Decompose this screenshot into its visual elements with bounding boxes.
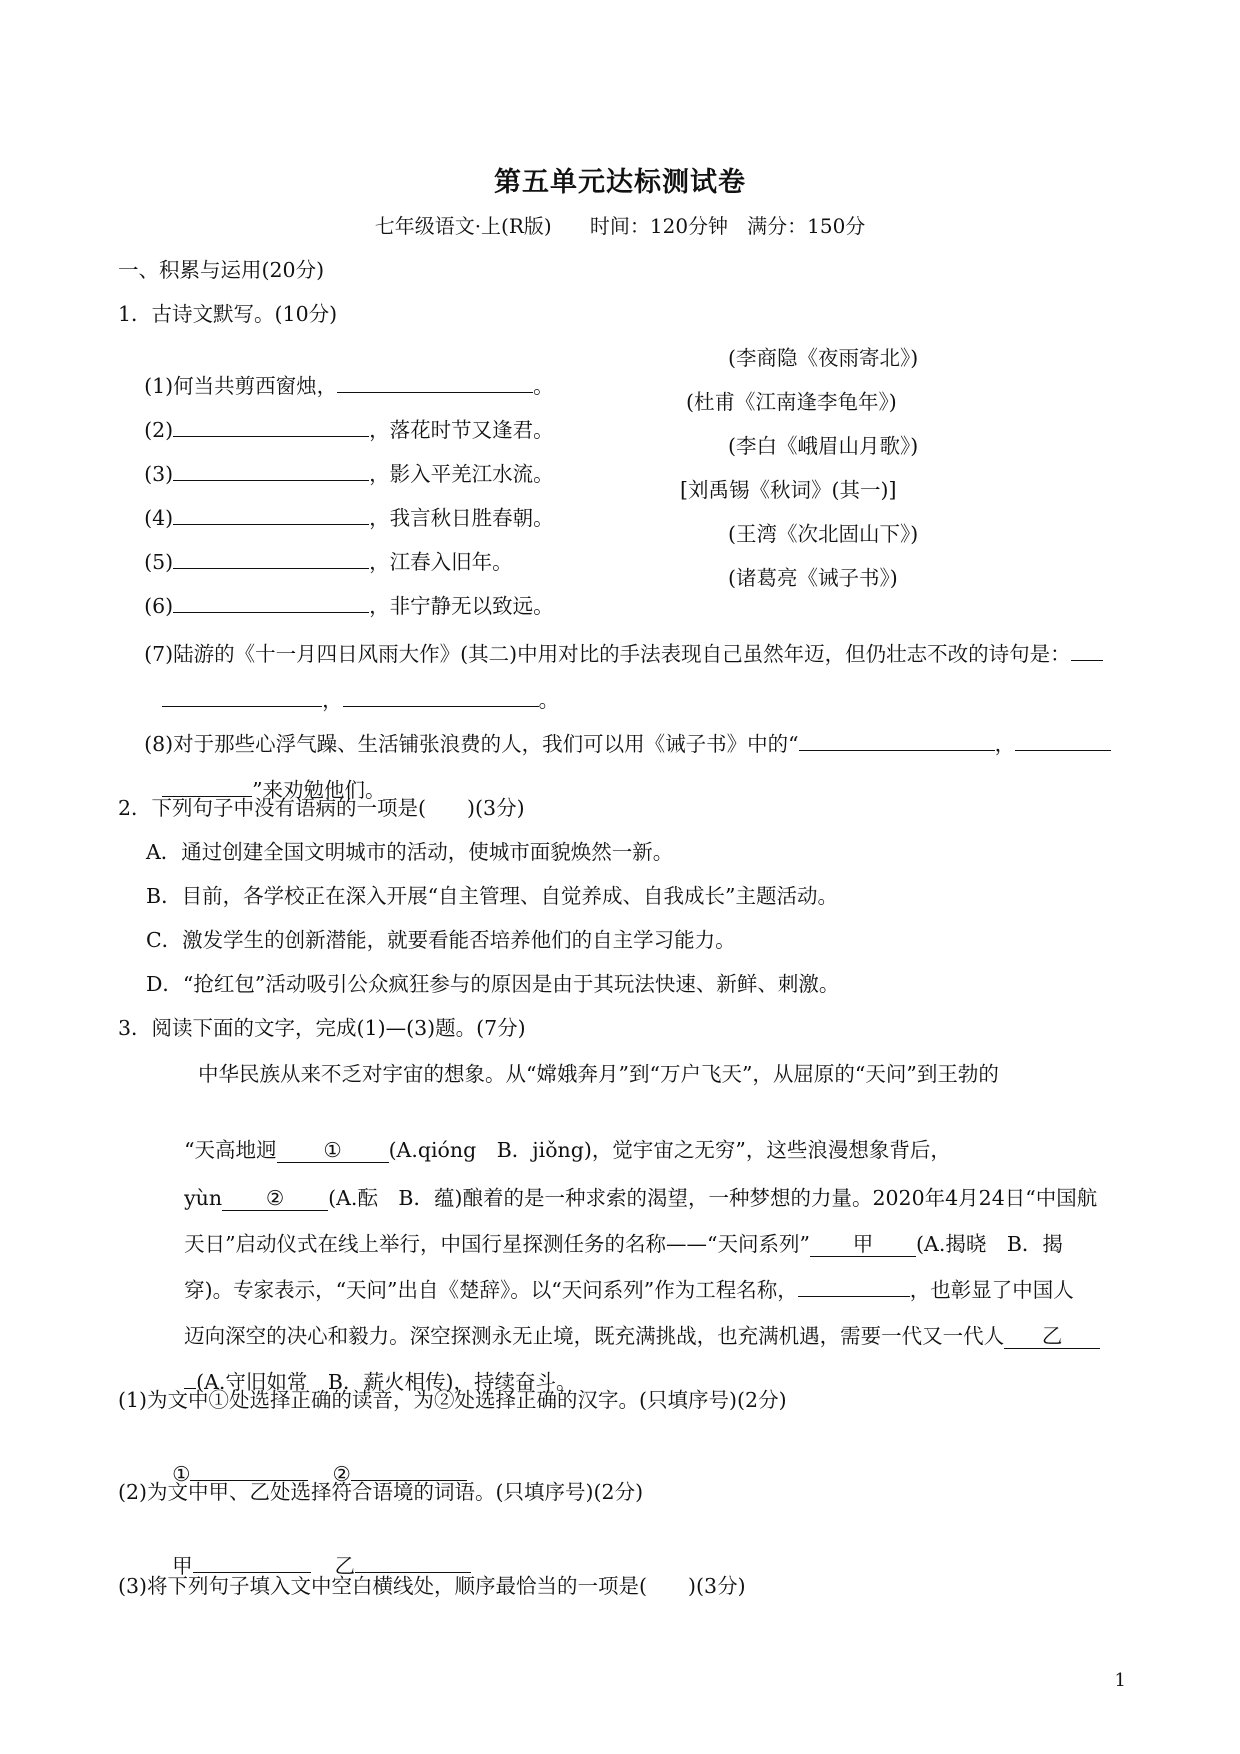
q1-item-1: (1)何当共剪西窗烛， 。 — [144, 374, 554, 398]
section-heading: 一、积累与运用(20分) — [118, 258, 325, 282]
answer-blank[interactable] — [799, 730, 995, 751]
q3-sub2-answers: 甲 乙 — [146, 1524, 471, 1608]
q3-sub2: (2)为文中甲、乙处选择符合语境的词语。(只填序号)(2分) — [118, 1480, 644, 1504]
answer-blank[interactable] — [355, 1552, 471, 1573]
q3-passage-line-3: yùn ② (A.酝 B．蕴)酿着的是一种求索的渴望，一种梦想的力量。2020年4月24日“中国航 — [184, 1186, 1098, 1210]
page-number: 1 — [1114, 1670, 1126, 1691]
q1-item-2: (2) ，落花时节又逢君。 — [144, 418, 554, 442]
q1-item-8: (8)对于那些心浮气躁、生活铺张浪费的人，我们可以用《诫子书》中的“ ， — [118, 702, 1128, 786]
q3-passage-line-5: 穿)。专家表示，“天问”出自《楚辞》。以“天问系列”作为工程名称， ，也彰显了中国人 — [184, 1278, 1074, 1302]
q3-passage-line-2: “天高地迥 ① (A.qióng B．jiǒng)，觉宇宙之无穷”，这些浪漫想象背后， — [184, 1138, 951, 1162]
q3-passage-line-1: 中华民族从来不乏对宇宙的想象。从“嫦娥奔月”到“万户飞天”，从屈原的“天问”到王勃的 — [198, 1062, 999, 1086]
q3-sub1: (1)为文中①处选择正确的读音，为②处选择正确的汉字。(只填序号)(2分) — [118, 1388, 787, 1412]
blank-mark-2[interactable]: ② — [222, 1186, 328, 1211]
q3-passage-line-4: 天日”启动仪式在线上举行，中国行星探测任务的名称——“天问系列” 甲 (A.揭晓 B．揭 — [184, 1232, 1063, 1256]
q2-option-c[interactable]: C．激发学生的创新潜能，就要看能否培养他们的自主学习能力。 — [146, 928, 736, 952]
answer-blank[interactable] — [173, 592, 369, 613]
q3-sub1-answers: ① ② — [146, 1432, 467, 1516]
q1-item-4: (4) ，我言秋日胜春朝。 — [144, 506, 554, 530]
blank-mark-jia[interactable]: 甲 — [810, 1232, 916, 1257]
q1-item-2-source: (杜甫《江南逢李龟年》) — [686, 390, 897, 414]
blank-mark-1[interactable]: ① — [277, 1138, 389, 1163]
q1-item-7-cont: ， 。 — [136, 658, 559, 742]
q1-item-5: (5) ，江春入旧年。 — [144, 550, 513, 574]
answer-blank[interactable] — [1015, 730, 1111, 751]
answer-blank[interactable] — [1071, 640, 1103, 661]
q1-item-5-source: (王湾《次北固山下》) — [728, 522, 919, 546]
q2-option-d[interactable]: D．“抢红包”活动吸引公众疯狂参与的原因是由于其玩法快速、新鲜、刺激。 — [146, 972, 840, 996]
q1-item-3: (3) ，影入平羌江水流。 — [144, 462, 554, 486]
answer-blank[interactable] — [193, 1552, 311, 1573]
q1-item-6: (6) ，非宁静无以致远。 — [144, 594, 554, 618]
q3-passage-line-6: 迈向深空的决心和毅力。深空探测永无止境，既充满挑战，也充满机遇，需要一代又一代人 乙 — [158, 1294, 1100, 1378]
q2-stem: 2．下列句子中没有语病的一项是( )(3分) — [118, 796, 525, 820]
q1-item-8-cont: ”来劝勉他们。 — [136, 748, 386, 832]
page-title: 第五单元达标测试卷 — [494, 167, 746, 198]
exam-info: 七年级语文·上(R版) 时间：120分钟 满分：150分 — [374, 214, 866, 238]
q3-passage-line-7: (A.守旧如常 B．薪火相传)，持续奋斗。 — [158, 1340, 576, 1424]
q1-stem: 1．古诗文默写。(10分) — [118, 302, 338, 326]
q1-item-7: (7)陆游的《十一月四日风雨大作》(其二)中用对比的手法表现自己虽然年迈，但仍壮志不改的诗句是： — [118, 612, 1128, 696]
q1-item-1-source: (李商隐《夜雨寄北》) — [728, 346, 919, 370]
q3-sub3: (3)将下列句子填入文中空白横线处，顺序最恰当的一项是( )(3分) — [118, 1574, 746, 1598]
blank-mark-yi[interactable]: 乙 — [1004, 1324, 1100, 1349]
q2-option-a[interactable]: A．通过创建全国文明城市的活动，使城市面貌焕然一新。 — [146, 840, 674, 864]
q2-option-b[interactable]: B．目前，各学校正在深入开展“自主管理、自觉养成、自我成长”主题活动。 — [146, 884, 839, 908]
q1-item-3-source: (李白《峨眉山月歌》) — [728, 434, 919, 458]
q3-stem: 3．阅读下面的文字，完成(1)—(3)题。(7分) — [118, 1016, 526, 1040]
q1-item-4-source: [刘禹锡《秋词》(其一)] — [680, 478, 897, 502]
q1-item-6-source: (诸葛亮《诫子书》) — [728, 566, 898, 590]
